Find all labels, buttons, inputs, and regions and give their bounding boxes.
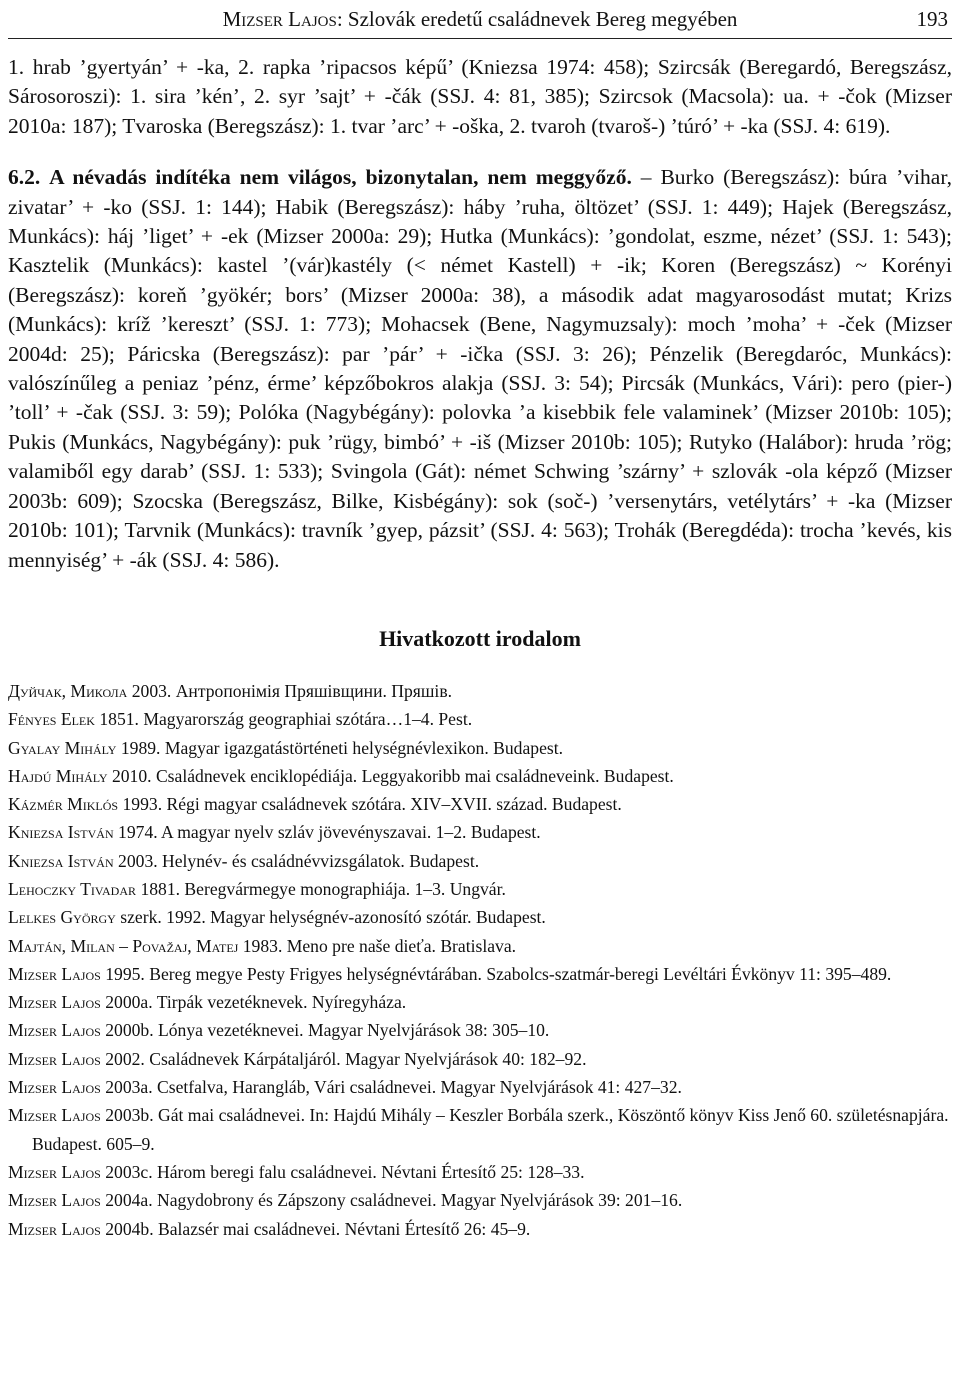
reference-details: szerk. 1992. Magyar helységnév-azonosító szótár. Budapest. <box>120 907 546 928</box>
reference-details: 2003a. Csetfalva, Harangláb, Vári családnevei. Magyar Nyelvjárások 41: 427–32. <box>105 1077 682 1098</box>
reference-details: 1974. A magyar nyelv szláv jövevényszavai. 1–2. Budapest. <box>118 822 541 843</box>
reference-item <box>8 1016 952 1044</box>
reference-author: Mizser Lajos <box>8 1218 101 1239</box>
reference-details: 1881. Beregvármegye monographiája. 1–3. Ungvár. <box>140 878 506 899</box>
reference-details: 2003c. Három beregi falu családnevei. Névtani Értesítő 25: 128–33. <box>105 1161 585 1182</box>
reference-item <box>8 960 952 988</box>
reference-item <box>8 818 952 846</box>
section-heading: A névadás indítéka nem világos, bizonytalan, nem meggyőző. <box>49 165 632 190</box>
reference-author: Gyalay Mihály <box>8 737 117 758</box>
reference-details: 2000b. Lónya vezetéknevei. Magyar Nyelvjárások 38: 305–10. <box>105 1020 550 1041</box>
reference-details: 2003. Helynév- és családnévvizsgálatok. Budapest. <box>118 850 480 871</box>
reference-author: Lelkes György <box>8 907 116 928</box>
reference-author: Kniezsa István <box>8 822 114 843</box>
reference-author: Kázmér Miklós <box>8 794 119 815</box>
reference-details: 2004b. Balazsér mai családnevei. Névtani Értesítő 26: 45–9. <box>105 1218 531 1239</box>
references-list <box>8 677 952 1243</box>
header-title: : Szlovák eredetű családnevek Bereg megyében <box>336 7 738 31</box>
reference-details: 1851. Magyarország geographiai szótára…1–4. Pest. <box>99 709 473 730</box>
body-paragraph-2: 6.2. A névadás indítéka nem világos, bizonytalan, nem meggyőző. – Burko (Beregszász): búra ’vihar, zivatar’ + -ko (SSJ. 1: 144); Habik (Beregszász): háby ’ruha, öltözet’ (SSJ. 1: 449); Hajek (Beregszász, Munkács): háj ’liget’ + -ek (Mizser 2000a: 29); Hutka (Munkács): ’gondolat, eszme, nézet’ (SSJ. 1: 543); Kasztelik (Munkács): kastel ’(vár)kastély (< német Kastell) + -ik; Koren (Beregszász) ~ Korényi (Beregszász): koreň ’gyökér; bors’ (Mizser 2000a: 38), a második adat magyarosodást mutat; Krizs (Munkács): kríž ’kereszt’ (SSJ. 1: 773); Mohacsek (Bene, Nagymuzsaly): moch ’moha’ + -ček (Mizser 2004d: 25); Páricska (Beregszász): par ’pár’ + -ička (SSJ. 3: 26); Pénzelik (Beregdaróc, Munkács): valószínűleg a peniaz ’pénz, érme’ képzőbokros alakja (SSJ. 3: 54); Pircsák (Munkács, Vári): pero (pier-) ’toll’ + -čak (SSJ. 3: 59); Polóka (Nagybégány): polovka ’a kisebbik fele valaminek’ (Mizser 2010b: 105); Pukis (Munkács, Nagybégány): puk ’rügy, bimbó’ + -iš (Mizser 2010b: 105); Rutyko (Halábor): hruda ’rög; valamiből egy darab’ (SSJ. 1: 533); Svingola (Gát): német Schwing ’szárny’ + szlovák -ola képző (Mizser 2003b: 609); Szocska (Beregszász, Bilke, Kisbégány): sok (soč-) ’versenytárs, vetélytárs’ + -ka (Mizser 2010b: 101); Tarvnik (Munkács): travník ’gyep, pázsit’ (SSJ. 4: 563); Trohák (Beregdéda): trocha ’kevés, kis mennyiség’ + -ák (SSJ. 4: 586). <box>8 165 952 572</box>
reference-author: Mizser Lajos <box>8 1020 101 1041</box>
reference-item <box>8 762 952 790</box>
reference-item <box>8 790 952 818</box>
reference-details: 1993. Régi magyar családnevek szótára. XIV–XVII. század. Budapest. <box>122 794 622 815</box>
page-number: 193 <box>916 7 948 31</box>
reference-author: Mizser Lajos <box>8 1048 101 1069</box>
reference-item <box>8 875 952 903</box>
reference-author: Mizser Lajos <box>8 1105 101 1126</box>
reference-details: 2003b. Gát mai családnevei. In: Hajdú Mihály – Keszler Borbála szerk., Köszöntő könyv Kiss Jenő 60. születésnapjára. Budapest. 605–9. <box>32 1105 949 1154</box>
reference-details: 1995. Bereg megye Pesty Frigyes helységnévtárában. Szabolcs-szatmár-beregi Levéltári Évkönyv 11: 395–489. <box>105 963 892 984</box>
reference-item <box>8 903 952 931</box>
reference-item <box>8 677 952 705</box>
header-author: Mizser Lajos <box>222 7 337 31</box>
section-number: 6.2. <box>8 165 41 190</box>
reference-author: Majtán, Milan – Považaj, Matej <box>8 935 239 956</box>
reference-details: 2003. Антропонімія Пряшівщини. Пряшів. <box>131 680 453 701</box>
reference-details: 2002. Családnevek Kárpátaljáról. Magyar Nyelvjárások 40: 182–92. <box>105 1048 587 1069</box>
reference-details: 2000a. Tirpák vezetéknevek. Nyíregyháza. <box>105 992 407 1013</box>
reference-item <box>8 1215 952 1243</box>
reference-item <box>8 1101 952 1158</box>
body-paragraph-1: 1. hrab ’gyertyán’ + -ka, 2. rapka ’ripacsos képű’ (Kniezsa 1974: 458); Szircsák (Beregardó, Beregszász, Sárosoroszi): 1. sira ’kén’, 2. syr ’sajt’ + -čák (SSJ. 4: 81, 385); Szircsok (Macsola): ua. + -čok (Mizser 2010a: 187); Tvaroska (Beregszász): 1. tvar ’arc’ + -oška, 2. tvaroh (tvaroš-) ’túró’ + -ka (SSJ. 4: 619). <box>8 55 952 138</box>
reference-item <box>8 988 952 1016</box>
reference-details: 2004a. Nagydobrony és Zápszony családnevei. Magyar Nyelvjárások 39: 201–16. <box>105 1190 683 1211</box>
reference-author: Mizser Lajos <box>8 963 101 984</box>
reference-details: 1983. Meno pre naše dieťa. Bratislava. <box>242 935 517 956</box>
reference-author: Mizser Lajos <box>8 992 101 1013</box>
reference-author: Kniezsa István <box>8 850 114 871</box>
reference-author: Fényes Elek <box>8 709 95 730</box>
reference-author: Mizser Lajos <box>8 1190 101 1211</box>
reference-item <box>8 932 952 960</box>
section-text: Burko (Beregszász): búra ’vihar, zivatar’ + -ko (SSJ. 1: 144); Habik (Beregszász): háby ’ruha, öltözet’ (SSJ. 1: 449); Hajek (Beregszász, Munkács): háj ’liget’ + -ek (Mizser 2000a: 29); Hutka (Munkács): ’gondolat, eszme, nézet’ (SSJ. 1: 543); Kasztelik (Munkács): kastel ’(vár)kastély (< német Kastell) + -ik; Koren (Beregszász) ~ Korényi (Beregszász): koreň ’gyökér; bors’ (Mizser 2000a: 38), a második adat magyarosodást mutat; Krizs (Munkács): kríž ’kereszt’ (SSJ. 1: 773); Mohacsek (Bene, Nagymuzsaly): moch ’moha’ + -ček (Mizser 2004d: 25); Páricska (Beregszász): par ’pár’ + -ička (SSJ. 3: 26); Pénzelik (Beregdaróc, Munkács): valószínűleg a peniaz ’pénz, érme’ képzőbokros alakja (SSJ. 3: 54); Pircsák (Munkács, Vári): pero (pier-) ’toll’ + -čak (SSJ. 3: 59); Polóka (Nagybégány): polovka ’a kisebbik fele valaminek’ (Mizser 2010b: 105); Pukis (Munkács, Nagybégány): puk ’rügy, bimbó’ + -iš (Mizser 2010b: 105); Rutyko (Halábor): hruda ’rög; valamiből egy darab’ (SSJ. 1: 533); Svingola (Gát): német Schwing ’szárny’ + szlovák -ola képző (Mizser 2003b: 609); Szocska (Beregszász, Bilke, Kisbégány): sok (soč-) ’versenytárs, vetélytárs’ + -ka (Mizser 2010b: 101); Tarvnik (Munkács): travník ’gyep, pázsit’ (SSJ. 4: 563); Trohák (Beregdéda): trocha ’kevés, kis mennyiség’ + -ák (SSJ. 4: 586). <box>8 165 952 572</box>
reference-author: Mizser Lajos <box>8 1161 101 1182</box>
reference-details: 2010. Családnevek enciklopédiája. Leggyakoribb mai családneveink. Budapest. <box>111 765 674 786</box>
reference-author: Mizser Lajos <box>8 1077 101 1098</box>
document-page <box>8 0 952 1243</box>
reference-item <box>8 847 952 875</box>
reference-item <box>8 705 952 733</box>
reference-author: Lehoczky Tivadar <box>8 878 137 899</box>
reference-item <box>8 1045 952 1073</box>
reference-item <box>8 734 952 762</box>
reference-author: Hajdú Mihály <box>8 765 108 786</box>
reference-item <box>8 1186 952 1214</box>
reference-author: Дуйчак, Микола <box>8 680 128 701</box>
reference-details: 1989. Magyar igazgatástörténeti helységnévlexikon. Budapest. <box>120 737 564 758</box>
reference-item <box>8 1158 952 1186</box>
references-heading: Hivatkozott irodalom <box>379 625 581 651</box>
reference-item <box>8 1073 952 1101</box>
running-header <box>8 0 952 39</box>
